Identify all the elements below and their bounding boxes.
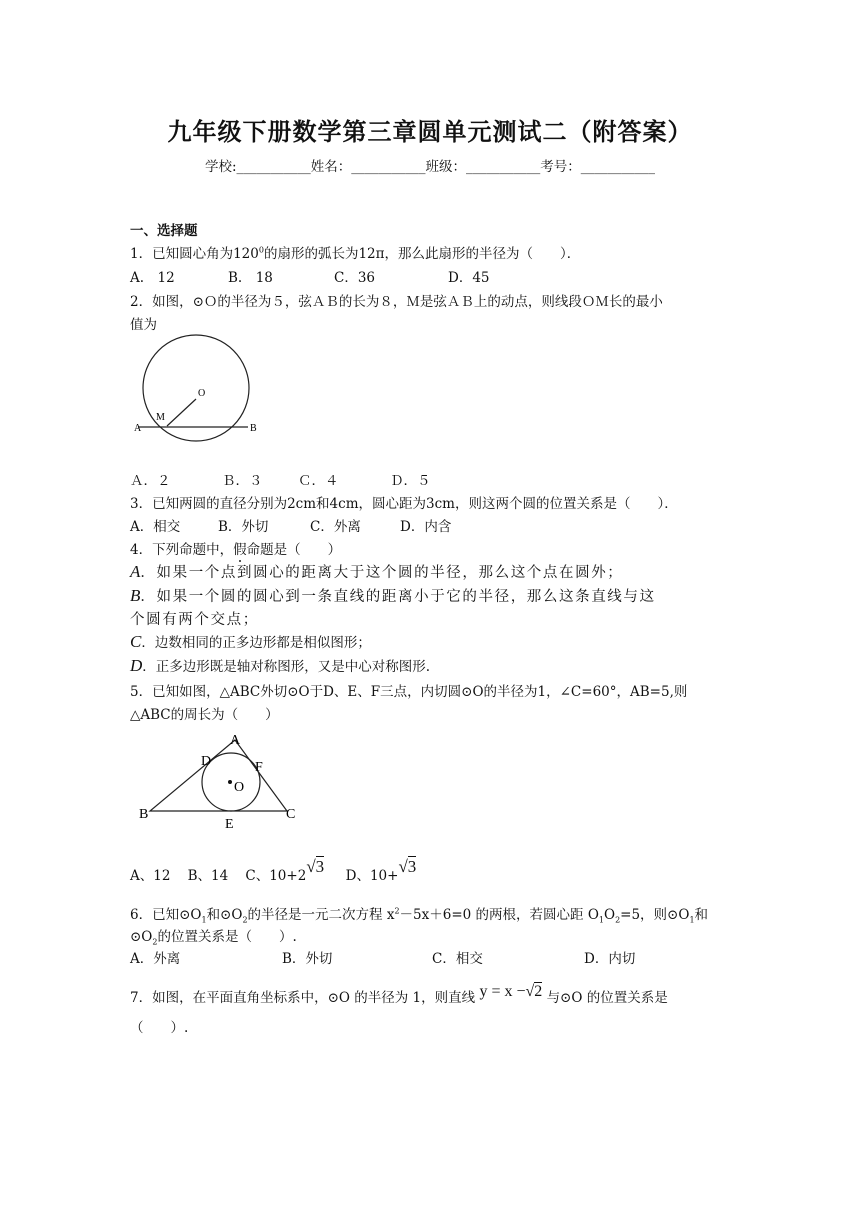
question-2: 2．如图，⊙Ｏ的半径为５，弦ＡＢ的长为８，Ｍ是弦ＡＢ上的动点，则线段ＯＭ长的最小 <box>130 294 663 310</box>
question-1: 1．已知圆心角为$120^0$的扇形的弧长为12π，那么此扇形的半径为（ ）． <box>130 245 581 262</box>
question-6-cont: $⊙O_2$的位置关系是（ ）. <box>130 929 297 947</box>
q4-option-b: B．如果一个圆的圆心到一条直线的距离小于它的半径，那么这条直线与这 <box>130 586 656 605</box>
line-equation: y = x −√2 <box>479 983 543 1000</box>
figure-label-m: M <box>156 412 165 423</box>
question-4: 4．下列命题中，假命题是（ ） <box>130 542 342 558</box>
q1-option-a: A. 12 <box>130 270 175 286</box>
figure-label-b: B <box>139 807 149 822</box>
q2-option-a: Ａ．２ <box>130 473 171 489</box>
q3-option-a: A．相交 <box>130 519 181 535</box>
question-3: 3．已知两圆的直径分别为2cm和4cm，圆心距为3cm，则这两个圆的位置关系是（ ）． <box>130 496 678 512</box>
question-6: 6．已知$⊙O_1$和$⊙O_2$的半径是一元二次方程 $x^2-5x+6=0$ 的两根，若圆心距 $O_1O_2=5$，则$⊙O_1$和 <box>130 906 709 925</box>
q3-option-c: C．外离 <box>310 519 361 535</box>
q1-option-c: C．36 <box>334 270 376 286</box>
q2-option-d: Ｄ．５ <box>390 473 431 489</box>
figure-label-a: A <box>134 423 142 434</box>
q3-option-d: D．内含 <box>400 519 452 535</box>
q1-option-d: D．45 <box>448 270 490 286</box>
question-2-cont: 值为 <box>130 317 157 333</box>
figure-label-c: C <box>286 807 296 822</box>
question-7: 7．如图，在平面直角坐标系中，⊙O 的半径为 1，则直线 y = x −√2 与⊙O 的位置关系是 <box>130 983 668 1006</box>
q2-option-c: Ｃ．４ <box>298 473 339 489</box>
q6-option-d: D．内切 <box>584 951 636 967</box>
question-7-cont: （ ）. <box>130 1020 189 1036</box>
q4-option-c: C．边数相同的正多边形都是相似图形； <box>130 632 371 651</box>
q5-options: A、12 B、14 C、10+2√3 D、10+√3 <box>130 857 417 884</box>
q2-option-b: Ｂ．３ <box>222 473 263 489</box>
q1-option-b: B. 18 <box>228 270 273 286</box>
q4-option-b-cont: 个圆有两个交点； <box>130 612 259 628</box>
q3-option-b: B．外切 <box>218 519 269 535</box>
page-title: 九年级下册数学第三章圆单元测试二（附答案） <box>167 118 693 146</box>
figure-label-b: B <box>250 423 257 434</box>
q6-option-a: A．外离 <box>130 951 181 967</box>
figure-label-e: E <box>225 817 234 832</box>
figure-label-o: O <box>234 780 245 795</box>
q4-option-d: D．正多边形既是轴对称图形，又是中心对称图形. <box>130 656 431 675</box>
triangle-incircle-figure <box>135 728 310 833</box>
q6-option-b: B．外切 <box>282 951 333 967</box>
q6-option-c: C．相交 <box>432 951 483 967</box>
q4-option-a: A．如果一个点到圆心的距离大于这个圆的半径，那么这个点在圆外； <box>130 562 624 581</box>
student-info-line: 学校:___________姓名：___________班级：___________考号：___________ <box>204 159 656 175</box>
figure-label-f: F <box>255 760 263 775</box>
question-5: 5．已知如图，△ABC外切⊙O于D、E、F三点，内切圆⊙O的半径为1，∠C=60°，AB=5,则 <box>130 684 688 700</box>
circle-chord-figure <box>128 334 268 444</box>
question-5-cont: △ABC的周长为（ ） <box>130 707 279 723</box>
figure-label-d: D <box>201 754 212 769</box>
emphasis-mark: 假 <box>233 542 247 558</box>
section-heading: 一、选择题 <box>130 223 198 239</box>
figure-label-o: O <box>198 388 206 399</box>
figure-label-a: A <box>230 733 241 748</box>
